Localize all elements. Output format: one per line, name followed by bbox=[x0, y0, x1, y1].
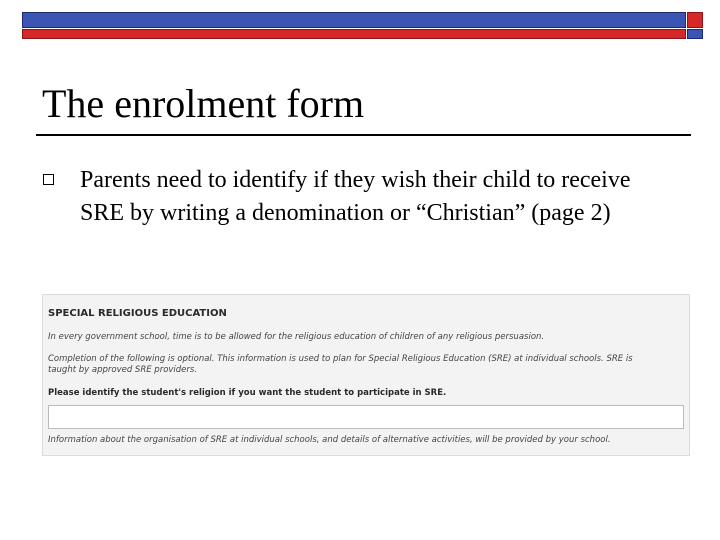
decorative-header-bars bbox=[22, 10, 708, 40]
title-divider bbox=[36, 134, 691, 136]
slide-title: The enrolment form bbox=[42, 81, 365, 126]
form-heading: SPECIAL RELIGIOUS EDUCATION bbox=[48, 308, 227, 319]
square-bullet-icon bbox=[43, 174, 54, 185]
header-bar-red bbox=[22, 29, 686, 39]
header-bar-blue bbox=[22, 12, 686, 28]
form-footer-note: Information about the organisation of SRE at individual schools, and details of alternative activities, will be provided by your school. bbox=[48, 435, 611, 445]
header-square-blue bbox=[687, 29, 703, 39]
header-square-red bbox=[687, 12, 703, 28]
form-optional-note: Completion of the following is optional. This information is used to plan for Special Religious Education (SRE) at individual schools. SRE is taught by approved SRE providers. bbox=[48, 354, 633, 375]
religion-input[interactable] bbox=[48, 405, 684, 429]
form-question-label: Please identify the student's religion if you want the student to participate in SRE. bbox=[48, 388, 447, 398]
bullet-text: Parents need to identify if they wish their child to receive SRE by writing a denomination or “Christian” (page 2) bbox=[80, 167, 631, 226]
form-intro-text: In every government school, time is to be allowed for the religious education of children of any religious persuasion. bbox=[48, 332, 545, 342]
sre-form-excerpt bbox=[42, 294, 690, 456]
